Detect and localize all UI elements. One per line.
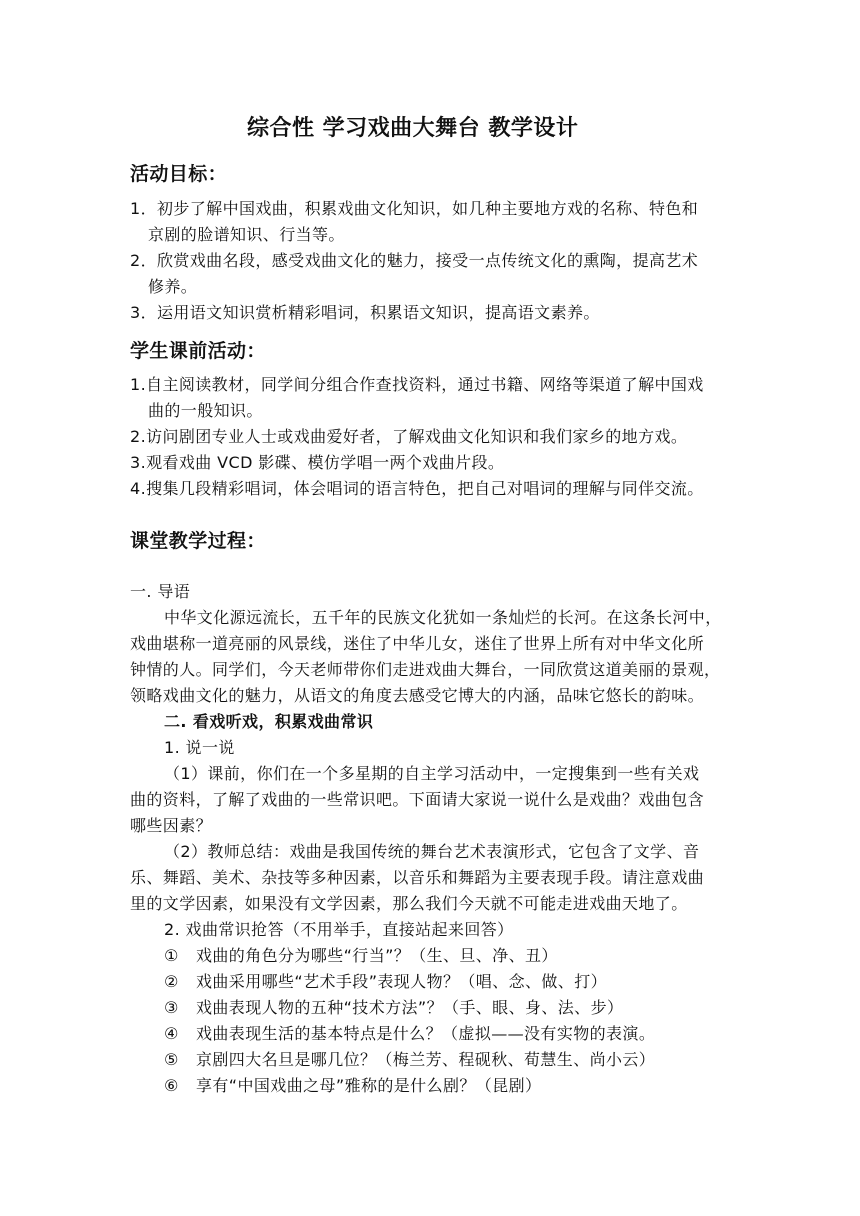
objective-line: 2．欣赏戏曲名段，感受戏曲文化的魅力，接受一点传统文化的熏陶，提高艺术 — [130, 251, 699, 270]
paragraph-line: 曲的资料，了解了戏曲的一些常识吧。下面请大家说一说什么是戏曲？戏曲包含 — [130, 790, 705, 809]
quiz-question — [196, 1076, 541, 1096]
paragraph-line: 乐、舞蹈、美术、杂技等多种因素，以音乐和舞蹈为主要表现手段。请注意戏曲 — [130, 868, 705, 887]
quiz-question-text: 戏曲表现生活的基本特点是什么？ — [196, 1024, 443, 1043]
quiz-number: ② — [164, 972, 179, 991]
paragraph-line: （2）教师总结：戏曲是我国传统的舞台艺术表演形式，它包含了文学、音 — [164, 842, 700, 861]
pre-class-line: 1.自主阅读教材，同学间分组合作查找资料，通过书籍、网络等渠道了解中国戏 — [130, 375, 704, 394]
quiz-number: ④ — [164, 1024, 179, 1043]
pre-class-line: 曲的一般知识。 — [148, 401, 263, 420]
pre-class-line: 4.搜集几段精彩唱词，体会唱词的语言特色，把自己对唱词的理解与同伴交流。 — [130, 479, 704, 498]
quiz-question — [196, 998, 623, 1018]
paragraph-line: 哪些因素？ — [130, 816, 213, 835]
intro-paragraph-line: 钟情的人。同学们，今天老师带你们走进戏曲大舞台，一同欣赏这道美丽的景观， — [130, 660, 721, 679]
intro-paragraph-line: 领略戏曲文化的魅力，从语文的角度去感受它博大的内涵，品味它悠长的韵味。 — [130, 686, 705, 705]
quiz-answer: （虚拟——没有实物的表演。 — [442, 1024, 656, 1043]
quiz-question-text: 享有“中国戏曲之母”雅称的是什么剧？ — [196, 1076, 476, 1095]
quiz-question-text: 戏曲表现人物的五种“技术方法”？ — [196, 998, 443, 1017]
intro-paragraph-line: 戏曲堪称一道亮丽的风景线，迷住了中华儿女，迷住了世界上所有对中华文化所 — [130, 634, 705, 653]
pre-class-heading: 学生课前活动： — [130, 340, 266, 362]
section-heading-intro: 一. 导语 — [130, 582, 191, 601]
objective-line: 3．运用语文知识赏析精彩唱词，积累语文知识，提高语文素养。 — [130, 303, 600, 322]
quiz-question — [196, 946, 558, 966]
section-heading-watch: 二. 看戏听戏，积累戏曲常识 — [164, 712, 374, 731]
objective-line: 修养。 — [148, 277, 198, 296]
objective-line: 京剧的脸谱知识、行当等。 — [148, 225, 345, 244]
quiz-question — [196, 1024, 655, 1044]
quiz-number: ⑥ — [164, 1076, 179, 1095]
quiz-answer: （手、眼、身、法、步） — [442, 998, 624, 1017]
objectives-heading: 活动目标： — [130, 163, 228, 185]
quiz-question-text: 戏曲采用哪些“艺术手段”表现人物？ — [196, 972, 460, 991]
quiz-number: ① — [164, 946, 179, 965]
quiz-answer: （昆剧） — [475, 1076, 542, 1095]
subsection-heading: 2. 戏曲常识抢答（不用举手，直接站起来回答） — [164, 920, 514, 939]
quiz-answer: （梅兰芳、程砚秋、荀慧生、尚小云） — [376, 1050, 656, 1069]
quiz-question — [196, 972, 607, 992]
intro-paragraph-line: 中华文化源远流长，五千年的民族文化犹如一条灿烂的长河。在这条长河中， — [164, 608, 722, 627]
pre-class-line: 3.观看戏曲 VCD 影碟、模仿学唱一两个戏曲片段。 — [130, 453, 505, 472]
paragraph-line: （1）课前，你们在一个多星期的自主学习活动中，一定搜集到一些有关戏 — [164, 764, 700, 783]
quiz-number: ⑤ — [164, 1050, 179, 1069]
pre-class-line: 2.访问剧团专业人士或戏曲爱好者，了解戏曲文化知识和我们家乡的地方戏。 — [130, 427, 688, 446]
objective-line: 1．初步了解中国戏曲，积累戏曲文化知识，如几种主要地方戏的名称、特色和 — [130, 199, 699, 218]
document-title: 综合性 学习戏曲大舞台 教学设计 — [247, 116, 579, 141]
process-heading: 课堂教学过程： — [130, 530, 266, 552]
paragraph-line: 里的文学因素，如果没有文学因素，那么我们今天就不可能走进戏曲天地了。 — [130, 894, 688, 913]
quiz-question-text: 戏曲的角色分为哪些“行当”？ — [196, 946, 411, 965]
quiz-question-text: 京剧四大名旦是哪几位？ — [196, 1050, 377, 1069]
subsection-heading: 1. 说一说 — [164, 738, 235, 757]
quiz-question — [196, 1050, 655, 1070]
quiz-number: ③ — [164, 998, 179, 1017]
quiz-answer: （生、旦、净、丑） — [410, 946, 558, 965]
quiz-answer: （唱、念、做、打） — [459, 972, 607, 991]
